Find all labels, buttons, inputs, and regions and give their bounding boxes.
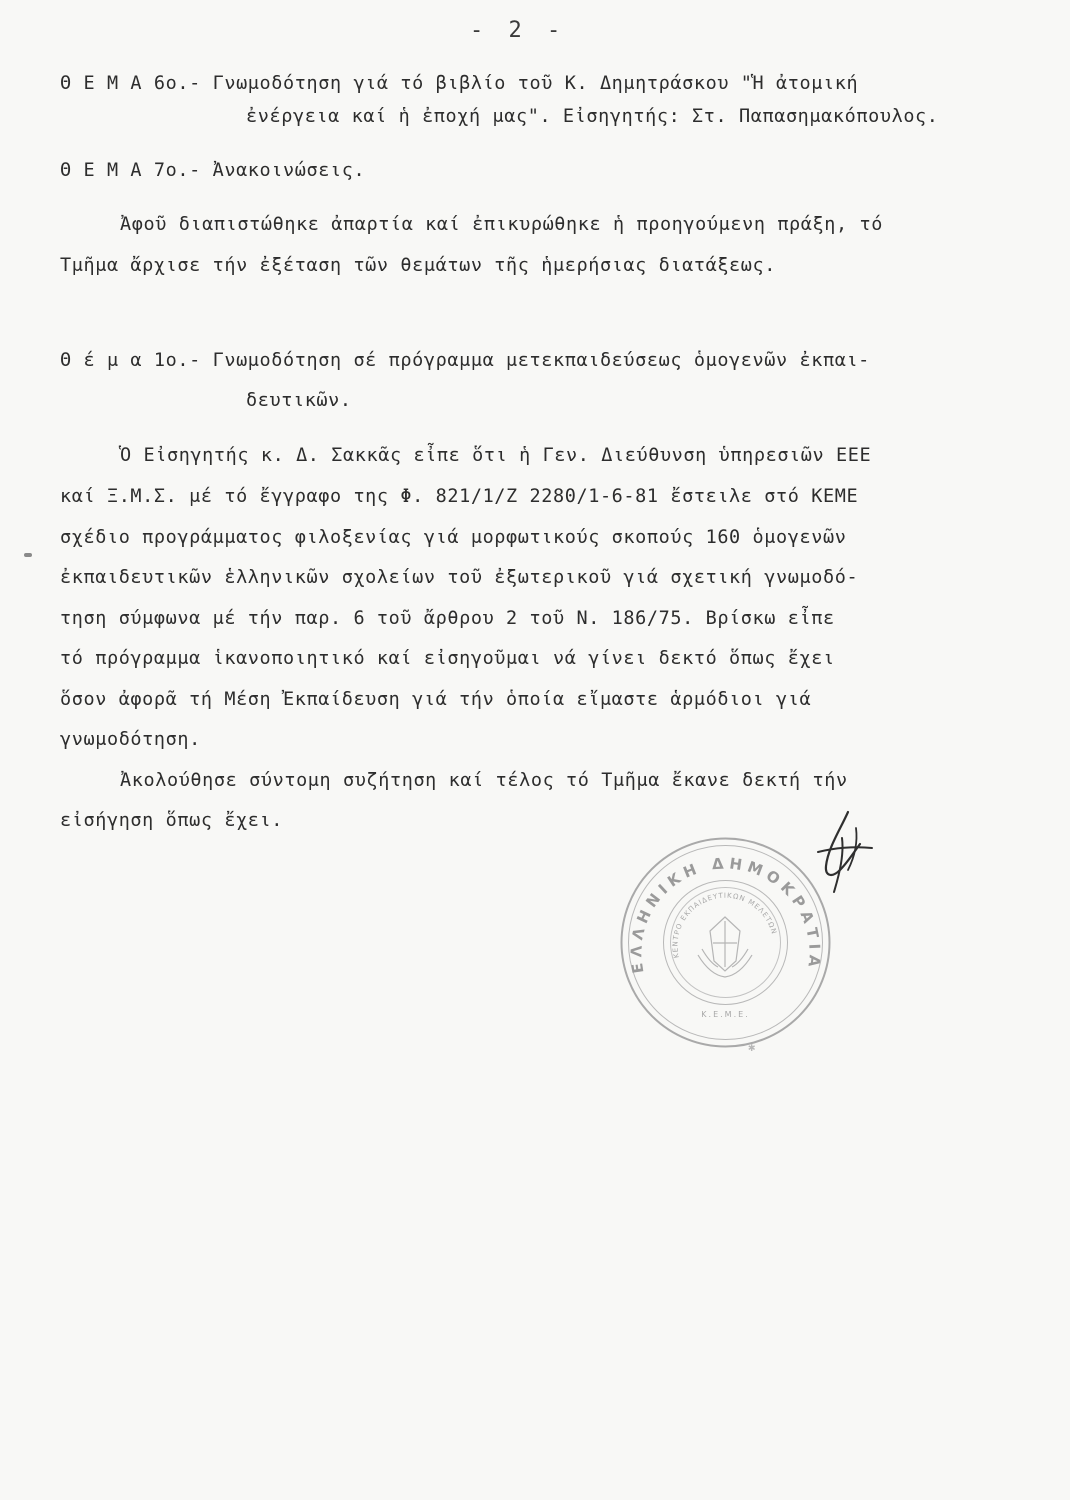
seal-bottom-text: Κ.Ε.Μ.Ε.	[701, 1010, 750, 1019]
rapporteur-paragraph-line-4: ἐκπαιδευτικῶν ἑλληνικῶν σχολείων τοῦ ἐξωτερικοῦ γιά σχετική γνωμοδό-	[60, 567, 859, 588]
subject-1-heading-line-2: δευτικῶν.	[246, 390, 352, 411]
topic-6-line-1: Θ Ε Μ Α 6ο.- Γνωμοδότηση γιά τό βιβλίο τοῦ Κ. Δημητράσκου "Ἡ ἀτομική	[60, 73, 859, 94]
topic-7-heading: Θ Ε Μ Α 7ο.- Ἀνακοινώσεις.	[60, 160, 366, 181]
handwritten-signature	[810, 808, 880, 898]
quorum-paragraph-line-2: Τμῆμα ἄρχισε τήν ἐξέταση τῶν θεμάτων τῆς ἡμερήσιας διατάξεως.	[60, 255, 777, 276]
rapporteur-paragraph-line-1: Ὁ Εἰσηγητής κ. Δ. Σακκᾶς εἶπε ὅτι ἡ Γεν. Διεύθυνση ὑπηρεσιῶν ΕΕΕ	[120, 445, 872, 466]
subject-1-heading-line-1: Θ έ μ α 1ο.- Γνωμοδότηση σέ πρόγραμμα μετεκπαιδεύσεως ὁμογενῶν ἐκπαι-	[60, 350, 870, 371]
decision-paragraph-line-1: Ἀκολούθησε σύντομη συζήτηση καί τέλος τό Τμῆμα ἔκανε δεκτή τήν	[120, 770, 848, 791]
margin-mark	[24, 553, 32, 557]
seal-outer-text: ΕΛΛΗΝΙΚΗ ΔΗΜΟΚΡΑΤΙΑ	[627, 854, 824, 975]
decision-paragraph-line-2: εἰσήγηση ὅπως ἔχει.	[60, 810, 284, 831]
rapporteur-paragraph-line-3: σχέδιο προγράμματος φιλοξενίας γιά μορφωτικούς σκοπούς 160 ὁμογενῶν	[60, 527, 847, 548]
seal-inner-text: ΚΕΝΤΡΟ ΕΚΠΑΙΔΕΥΤΙΚΩΝ ΜΕΛΕΤΩΝ	[671, 891, 779, 959]
topic-6-line-2: ἐνέργεια καί ἡ ἐποχή μας". Εἰσηγητής: Στ. Παπασημακόπουλος.	[246, 106, 939, 127]
rapporteur-paragraph-line-7: ὅσον ἀφορᾶ τή Μέση Ἐκπαίδευση γιά τήν ὁποία εἴμαστε ἁρμόδιοι γιά	[60, 689, 812, 710]
bleed-through-background	[60, 130, 1040, 1390]
seal-star-icon: ✱	[748, 1040, 756, 1054]
rapporteur-paragraph-line-2: καί Ξ.Μ.Σ. μέ τό ἔγγραφο της Φ. 821/1/Ζ 2280/1-6-81 ἔστειλε στό ΚΕΜΕ	[60, 486, 859, 507]
rapporteur-paragraph-line-6: τό πρόγραμμα ἱκανοποιητικό καί εἰσηγοῦμαι νά γίνει δεκτό ὅπως ἔχει	[60, 648, 835, 669]
page-number: - 2 -	[470, 18, 567, 43]
seal-emblem-icon	[698, 917, 752, 977]
quorum-paragraph-line-1: Ἀφοῦ διαπιστώθηκε ἀπαρτία καί ἐπικυρώθηκε ἡ προηγούμενη πράξη, τό	[120, 214, 883, 235]
official-seal	[618, 835, 833, 1050]
rapporteur-paragraph-line-5: τηση σύμφωνα μέ τήν παρ. 6 τοῦ ἄρθρου 2 τοῦ Ν. 186/75. Βρίσκω εἶπε	[60, 608, 835, 629]
rapporteur-paragraph-line-8: γνωμοδότηση.	[60, 729, 201, 750]
